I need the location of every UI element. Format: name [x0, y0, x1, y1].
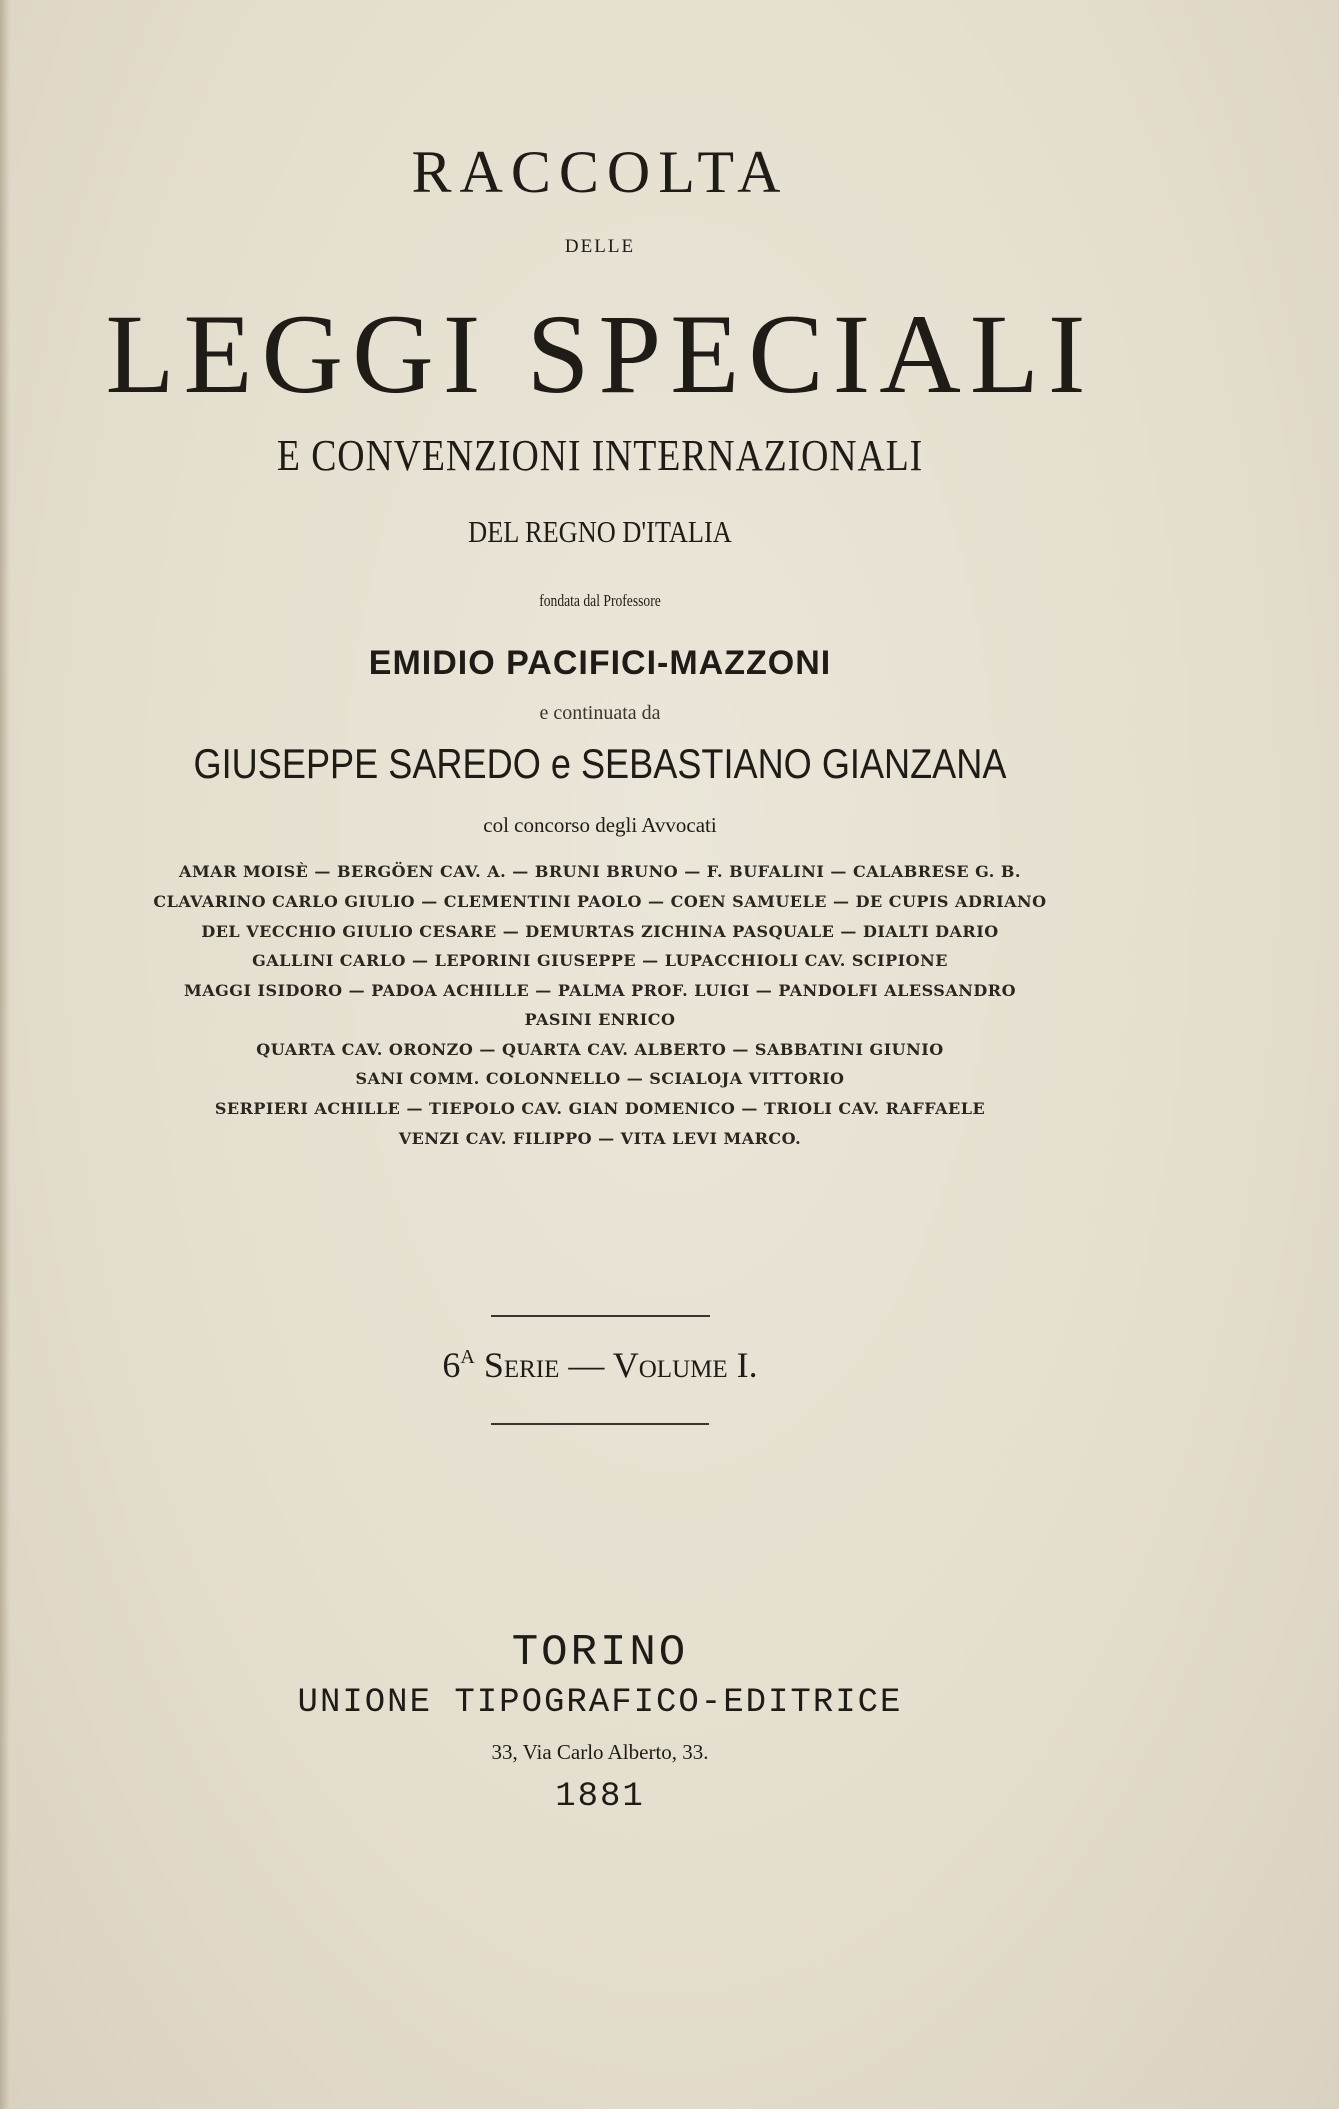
title-delle: DELLE — [564, 236, 636, 257]
imprint-address: 33, Via Carlo Alberto, 33. — [491, 1740, 709, 1764]
contributors-line: CLAVARINO CARLO GIULIO — CLEMENTINI PAOLO — COEN SAMUELE — DE CUPIS ADRIANO — [153, 892, 1047, 911]
contributors-line: QUARTA CAV. ORONZO — QUARTA CAV. ALBERTO — SABBATINI GIUNIO — [256, 1040, 944, 1059]
imprint-publisher: UNIONE TIPOGRAFICO-EDITRICE — [297, 1684, 903, 1722]
volume-designation — [0, 1344, 1200, 1386]
contributors-line: VENZI CAV. FILIPPO — VITA LEVI MARCO. — [398, 1129, 802, 1148]
contributors-line: GALLINI CARLO — LEPORINI GIUSEPPE — LUPACCHIOLI CAV. SCIPIONE — [252, 951, 948, 970]
founder-name: EMIDIO PACIFICI-MAZZONI — [368, 644, 832, 682]
title-leggi-speciali: LEGGI SPECIALI — [105, 292, 1095, 417]
title-regno: DEL REGNO D'ITALIA — [468, 514, 732, 549]
title-raccolta: RACCOLTA — [411, 139, 789, 205]
contributors-line: AMAR MOISÈ — BERGÖEN CAV. A. — BRUNI BRUNO — F. BUFALINI — CALABRESE G. B. — [179, 862, 1021, 881]
divider-rule — [491, 1423, 709, 1425]
contributors-line: PASINI ENRICO — [524, 1010, 676, 1029]
contributors-line: SANI COMM. COLONNELLO — SCIALOJA VITTORIO — [355, 1069, 845, 1088]
contributors-line: MAGGI ISIDORO — PADOA ACHILLE — PALMA PROF. LUIGI — PANDOLFI ALESSANDRO — [183, 981, 1016, 1000]
series-superscript: A — [460, 1346, 475, 1368]
title-convenzioni: E CONVENZIONI INTERNAZIONALI — [276, 431, 924, 480]
divider-rule — [491, 1315, 710, 1317]
editors-names: GIUSEPPE SAREDO e SEBASTIANO GIANZANA — [193, 740, 1007, 787]
contributors-line: SERPIERI ACHILLE — TIEPOLO CAV. GIAN DOMENICO — TRIOLI CAV. RAFFAELE — [214, 1099, 986, 1118]
contributors-intro: col concorso degli Avvocati — [483, 813, 717, 837]
imprint-year: 1881 — [555, 1778, 645, 1816]
series-number: 6 — [442, 1345, 461, 1385]
founder-intro: fondata dal Professore — [539, 591, 661, 610]
contributors-line: DEL VECCHIO GIULIO CESARE — DEMURTAS ZICHINA PASQUALE — DIALTI DARIO — [201, 922, 999, 941]
imprint-city: TORINO — [511, 1628, 689, 1678]
continuation-intro: e continuata da — [539, 702, 661, 724]
series-volume-text: Serie — Volume I. — [474, 1345, 758, 1385]
